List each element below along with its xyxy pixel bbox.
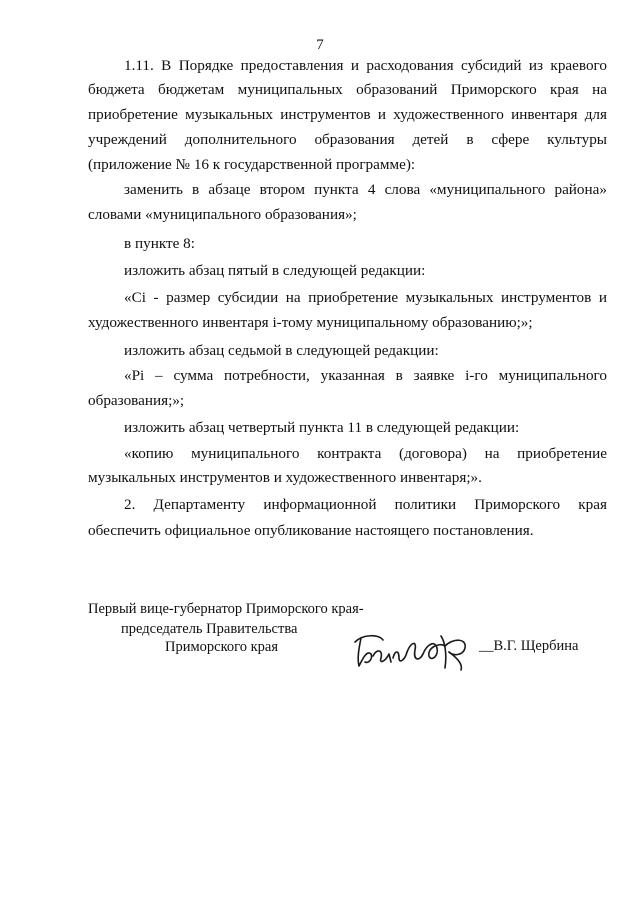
paragraph-line: музыкальных инструментов и художественного инвентаря;». (88, 469, 482, 486)
signatory-name: __В.Г. Щербина (479, 638, 579, 654)
paragraph-line: обеспечить официальное опубликование настоящего постановления. (88, 522, 534, 539)
paragraph-line: бюджета бюджетам муниципальных образований Приморского края на (88, 81, 607, 98)
paragraph-line: заменить в абзаце втором пункта 4 слова «муниципального района» (124, 181, 607, 198)
paragraph-line: (приложение № 16 к государственной программе): (88, 156, 416, 173)
paragraph-line: «Pi – сумма потребности, указанная в заявке i-го муниципального (124, 367, 607, 384)
paragraph-line: 2. Департаменту информационной политики Приморского края (124, 496, 607, 513)
signatory-title: председатель Правительства (121, 621, 298, 637)
paragraph-line: приобретение музыкальных инструментов и художественного инвентаря для (88, 106, 607, 123)
signatory-title: Первый вице-губернатор Приморского края- (88, 601, 364, 617)
paragraph-line: 1.11. В Порядке предоставления и расходования субсидий из краевого (124, 57, 607, 74)
paragraph-line: изложить абзац седьмой в следующей редакции: (124, 342, 439, 359)
paragraph-line: «копию муниципального контракта (договора) на приобретение (124, 445, 607, 462)
page-number: 7 (316, 37, 324, 53)
paragraph-line: изложить абзац пятый в следующей редакции: (124, 262, 426, 279)
paragraph-line: «Ci - размер субсидии на приобретение музыкальных инструментов и (124, 289, 607, 306)
paragraph-line: в пункте 8: (124, 235, 195, 252)
paragraph-line: учреждений дополнительного образования детей в сфере культуры (88, 131, 607, 148)
handwritten-signature (349, 628, 477, 674)
paragraph-line: художественного инвентаря i-тому муниципальному образованию;»; (88, 314, 533, 331)
signatory-title: Приморского края (165, 639, 279, 655)
paragraph-line: образования;»; (88, 392, 185, 409)
paragraph-line: словами «муниципального образования»; (88, 206, 357, 223)
paragraph-line: изложить абзац четвертый пункта 11 в следующей редакции: (124, 419, 520, 436)
